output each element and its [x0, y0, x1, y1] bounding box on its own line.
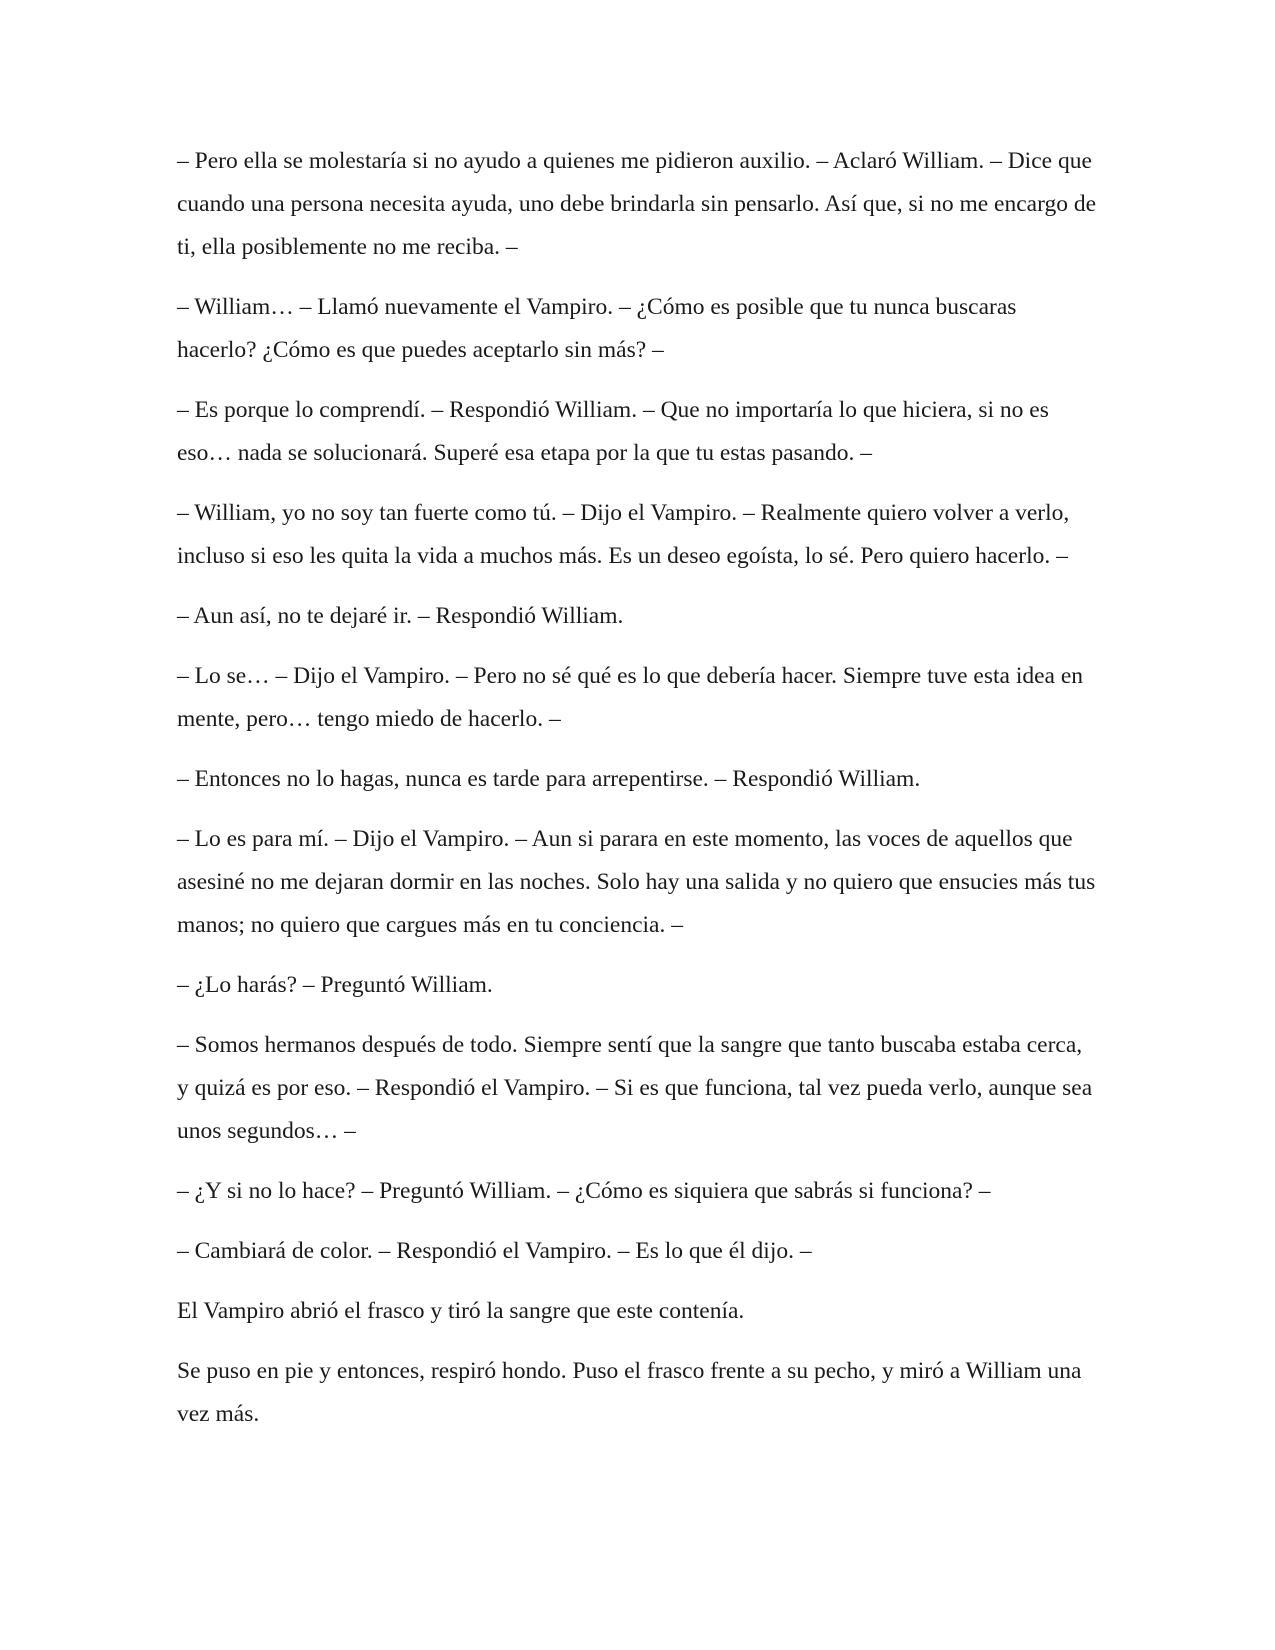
- paragraph: El Vampiro abrió el frasco y tiró la sangre que este contenía.: [177, 1298, 745, 1324]
- document-body: [177, 140, 1097, 1453]
- paragraph: – Lo se… – Dijo el Vampiro. – Pero no sé qué es lo que debería hacer. Siempre tuve esta idea en mente, pero… tengo miedo de hacerlo. –: [177, 663, 1084, 732]
- paragraph: – Lo es para mí. – Dijo el Vampiro. – Aun si parara en este momento, las voces de aquellos que asesiné no me dejaran dormir en las noches. Solo hay una salida y no quiero que ensucies más tus manos; no quiero que cargues más en tu conciencia. –: [177, 826, 1096, 938]
- paragraph: – ¿Lo harás? – Preguntó William.: [177, 972, 493, 998]
- paragraph: – William, yo no soy tan fuerte como tú. – Dijo el Vampiro. – Realmente quiero volver a verlo, incluso si eso les quita la vida a muchos más. Es un deseo egoísta, lo sé. Pero quiero hacerlo. –: [177, 500, 1070, 569]
- paragraph: – ¿Y si no lo hace? – Preguntó William. – ¿Cómo es siquiera que sabrás si funciona? –: [177, 1178, 991, 1204]
- paragraph: – Aun así, no te dejaré ir. – Respondió William.: [177, 603, 624, 629]
- paragraph: – William… – Llamó nuevamente el Vampiro. – ¿Cómo es posible que tu nunca buscaras hacerlo? ¿Cómo es que puedes aceptarlo sin más? –: [177, 294, 1017, 363]
- paragraph: – Es porque lo comprendí. – Respondió William. – Que no importaría lo que hiciera, si no es eso… nada se solucionará. Superé esa etapa por la que tu estas pasando. –: [177, 397, 1049, 466]
- paragraph: – Pero ella se molestaría si no ayudo a quienes me pidieron auxilio. – Aclaró William. – Dice que cuando una persona necesita ayuda, uno debe brindarla sin pensarlo. Así que, si no me encargo de ti, ella posiblemente no me reciba. –: [177, 148, 1097, 260]
- paragraph: – Somos hermanos después de todo. Siempre sentí que la sangre que tanto buscaba estaba cerca, y quizá es por eso. – Respondió el Vampiro. – Si es que funciona, tal vez pueda verlo, aunque sea unos segundos… –: [177, 1032, 1093, 1144]
- paragraph: Se puso en pie y entonces, respiró hondo. Puso el frasco frente a su pecho, y miró a William una vez más.: [177, 1358, 1082, 1427]
- paragraph: – Entonces no lo hagas, nunca es tarde para arrepentirse. – Respondió William.: [177, 766, 921, 792]
- paragraph: – Cambiará de color. – Respondió el Vampiro. – Es lo que él dijo. –: [177, 1238, 812, 1264]
